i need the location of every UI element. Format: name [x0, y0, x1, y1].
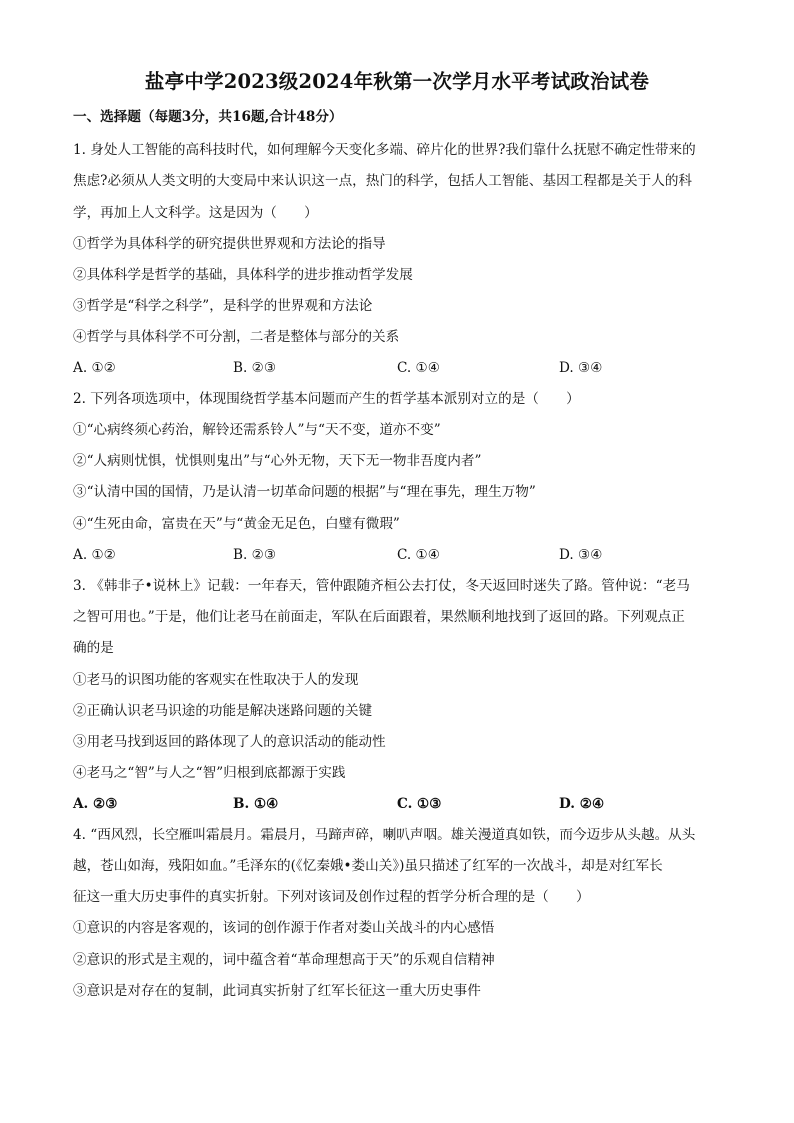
q1-option-c[interactable]: C. ①④: [397, 360, 440, 376]
q4-item-1: ①意识的内容是客观的，该词的创作源于作者对娄山关战斗的内心感悟: [73, 920, 495, 936]
q1-option-b[interactable]: B. ②③: [233, 360, 277, 376]
section-heading: 一、选择题（每题3分，共16题,合计48分）: [73, 109, 343, 125]
q2-options: [73, 545, 733, 565]
q3-option-b[interactable]: B. ①④: [233, 796, 279, 812]
q1-options: [73, 358, 733, 378]
page-title: 盐亭中学2023级2024年秋第一次学月水平考试政治试卷: [144, 70, 650, 93]
q2-item-4: ④“生死由命，富贵在天”与“黄金无足色，白璧有微瑕”: [73, 516, 400, 532]
q2-option-a[interactable]: A. ①②: [73, 547, 116, 563]
q3-item-1: ①老马的识图功能的客观实在性取决于人的发现: [73, 672, 359, 688]
q2-option-c[interactable]: C. ①④: [397, 547, 440, 563]
q3-item-2: ②正确认识老马识途的功能是解决迷路问题的关键: [73, 703, 373, 719]
q4-stem-line-2: 越，苍山如海，残阳如血。”毛泽东的(《忆秦娥•娄山关》)虽只描述了红军的一次战斗，却是对红军长: [73, 858, 663, 874]
q4-stem-line-3: 征这一重大历史事件的真实折射。下列对该词及创作过程的哲学分析合理的是（ ）: [73, 889, 590, 905]
q1-item-1: ①哲学为具体科学的研究提供世界观和方法论的指导: [73, 236, 386, 252]
q3-option-a[interactable]: A. ②③: [73, 796, 118, 812]
q3-stem-line-3: 确的是: [73, 640, 114, 656]
q1-stem-line-3: 学，再加上人文科学。这是因为（ ）: [73, 205, 318, 221]
q1-option-a[interactable]: A. ①②: [73, 360, 116, 376]
q3-item-3: ③用老马找到返回的路体现了人的意识活动的能动性: [73, 734, 386, 750]
q4-item-3: ③意识是对存在的复制，此词真实折射了红军长征这一重大历史事件: [73, 983, 481, 999]
q2-item-3: ③“认清中国的国情，乃是认清一切革命问题的根据”与“理在事先，理生万物”: [73, 484, 536, 500]
q2-option-d[interactable]: D. ③④: [559, 547, 603, 563]
q3-option-c[interactable]: C. ①③: [397, 796, 442, 812]
q2-stem-line-1: 2. 下列各项选项中，体现围绕哲学基本问题而产生的哲学基本派别对立的是（ ）: [73, 391, 580, 407]
q3-stem-line-2: 之智可用也。”于是，他们让老马在前面走，军队在后面跟着，果然顺利地找到了返回的路。下列观点正: [73, 609, 685, 625]
q3-item-4: ④老马之“智”与人之“智”归根到底都源于实践: [73, 765, 346, 781]
q2-option-b[interactable]: B. ②③: [233, 547, 277, 563]
q1-stem-line-2: 焦虑?必须从人类文明的大变局中来认识这一点，热门的科学，包括人工智能、基因工程都是关于人的科: [73, 173, 693, 189]
q1-item-3: ③哲学是“科学之科学”，是科学的世界观和方法论: [73, 298, 373, 314]
q2-item-1: ①“心病终须心药治，解铃还需系铃人”与“天不变，道亦不变”: [73, 422, 441, 438]
q3-option-d[interactable]: D. ②④: [559, 796, 605, 812]
q4-item-2: ②意识的形式是主观的，词中蕴含着“革命理想高于天”的乐观自信精神: [73, 952, 495, 968]
q3-stem-line-1: 3. 《韩非子•说林上》记载：一年春天，管仲跟随齐桓公去打仗，冬天返回时迷失了路。管仲说：“老马: [73, 578, 690, 594]
q1-item-4: ④哲学与具体科学不可分割，二者是整体与部分的关系: [73, 329, 400, 345]
q1-stem-line-1: 1. 身处人工智能的高科技时代，如何理解今天变化多端、碎片化的世界?我们靠什么抚慰不确定性带来的: [73, 142, 696, 158]
q4-stem-line-1: 4. “西风烈，长空雁叫霜晨月。霜晨月，马蹄声碎，喇叭声咽。雄关漫道真如铁，而今迈步从头越。从头: [73, 827, 696, 843]
q1-option-d[interactable]: D. ③④: [559, 360, 603, 376]
q3-options: [73, 794, 733, 814]
q1-item-2: ②具体科学是哲学的基础，具体科学的进步推动哲学发展: [73, 267, 413, 283]
q2-item-2: ②“人病则忧惧，忧惧则鬼出”与“心外无物，天下无一物非吾度内者”: [73, 453, 482, 469]
